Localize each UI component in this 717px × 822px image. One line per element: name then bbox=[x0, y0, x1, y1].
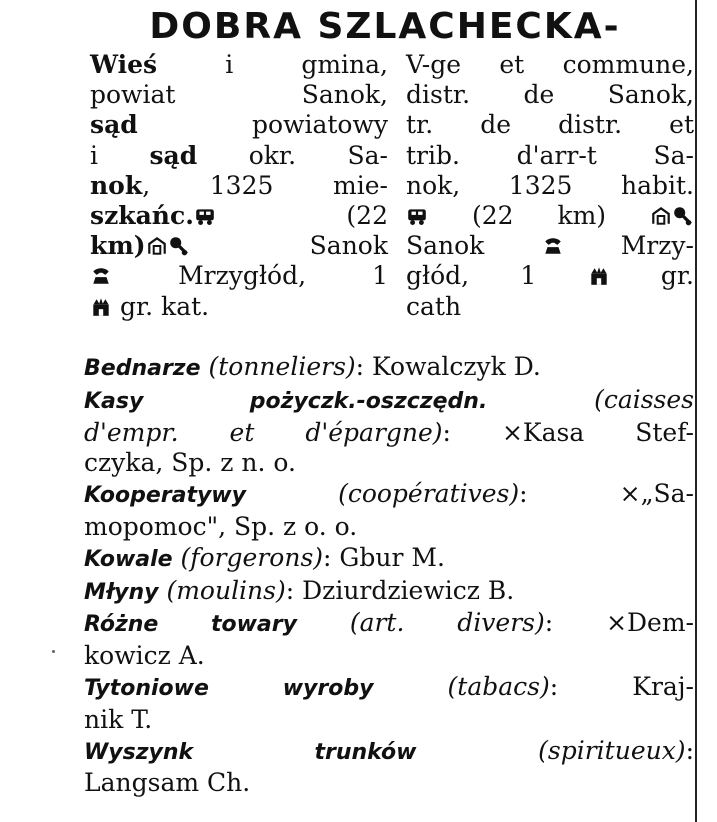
text-fragment: kowicz A. bbox=[84, 641, 205, 671]
text-fragment: : ×Kasa Stef- bbox=[442, 417, 694, 447]
text-fragment: Sanok bbox=[406, 231, 542, 261]
text-fragment: (22 bbox=[215, 201, 388, 231]
listing-entry bbox=[84, 543, 694, 576]
text-fragment: głód, 1 bbox=[406, 261, 588, 291]
text-fragment: czyka, Sp. z n. o. bbox=[84, 448, 296, 478]
text-line bbox=[406, 201, 694, 231]
text-fragment: nok bbox=[90, 170, 143, 200]
text-fragment: : ×„Sa- bbox=[519, 479, 695, 509]
category-translation: d'empr. et d'épargne) bbox=[84, 417, 443, 447]
text-fragment: mopomoc", Sp. z o. o. bbox=[84, 511, 358, 541]
text-line bbox=[406, 110, 694, 140]
text-fragment: gr. bbox=[609, 261, 694, 291]
text-line bbox=[84, 641, 694, 672]
post-icon bbox=[146, 235, 168, 257]
trade-listing bbox=[84, 352, 694, 799]
text-line bbox=[90, 141, 388, 171]
text-fragment: : Kowalczyk D. bbox=[355, 352, 541, 381]
text-line bbox=[84, 672, 694, 705]
text-fragment bbox=[173, 543, 181, 572]
text-fragment: sąd bbox=[149, 140, 198, 170]
page-title: DOBRA SZLACHECKA- bbox=[149, 6, 621, 47]
text-fragment: Mrzy- bbox=[563, 231, 694, 261]
text-fragment: nok, 1325 habit. bbox=[406, 170, 694, 200]
text-fragment: sąd bbox=[90, 110, 138, 140]
text-line bbox=[84, 512, 694, 543]
text-fragment: : Dziurdziewicz B. bbox=[285, 575, 515, 605]
text-line bbox=[406, 50, 694, 80]
text-line bbox=[406, 231, 694, 261]
print-speck bbox=[52, 650, 55, 653]
listing-entry bbox=[84, 385, 694, 479]
category-name: Wyszynk trunków bbox=[84, 739, 417, 765]
text-line bbox=[84, 448, 694, 479]
category-translation: (spiritueux) bbox=[538, 735, 686, 765]
text-fragment: : bbox=[685, 735, 695, 765]
text-fragment: Sanok bbox=[189, 231, 388, 261]
text-fragment: km) bbox=[90, 231, 146, 261]
locality-description-polish bbox=[90, 50, 388, 322]
category-name: Różne towary bbox=[84, 612, 297, 638]
category-name: Bednarze bbox=[84, 356, 201, 381]
text-line bbox=[84, 543, 694, 576]
listing-entry bbox=[84, 608, 694, 672]
listing-entry bbox=[84, 479, 694, 543]
locality-description-french bbox=[406, 50, 694, 322]
text-line bbox=[84, 736, 694, 769]
text-fragment: i gmina, bbox=[157, 50, 388, 79]
text-fragment: okr. Sa- bbox=[197, 140, 388, 170]
category-name: Kooperatywy bbox=[84, 483, 246, 509]
text-fragment: tr. de distr. et bbox=[406, 110, 694, 140]
text-fragment bbox=[416, 736, 538, 765]
church-icon bbox=[588, 265, 610, 287]
text-fragment bbox=[373, 672, 447, 701]
category-name: Kasy pożyczk.-oszczędn. bbox=[84, 388, 488, 414]
text-line bbox=[84, 705, 694, 736]
text-fragment bbox=[297, 608, 350, 637]
phone-icon bbox=[542, 235, 564, 257]
text-line bbox=[90, 231, 388, 261]
text-line bbox=[90, 292, 388, 322]
train-icon bbox=[406, 205, 428, 227]
text-line bbox=[90, 261, 388, 291]
post-icon bbox=[650, 205, 672, 227]
text-line bbox=[406, 292, 694, 322]
text-fragment: Langsam Ch. bbox=[84, 768, 251, 798]
text-fragment: V-ge et commune, bbox=[406, 50, 694, 79]
text-fragment: trib. d'arr-t Sa- bbox=[406, 140, 694, 170]
text-line bbox=[406, 171, 694, 201]
text-fragment: Mrzygłód, 1 bbox=[112, 261, 388, 291]
text-line bbox=[84, 418, 694, 449]
text-line bbox=[84, 768, 694, 799]
text-fragment bbox=[246, 479, 338, 508]
page-edge-line bbox=[695, 0, 697, 822]
category-name: Młyny bbox=[84, 579, 159, 605]
category-name: Kowale bbox=[84, 546, 173, 572]
category-translation: (forgerons) bbox=[180, 542, 324, 572]
category-translation: (caisses bbox=[594, 384, 695, 414]
text-line bbox=[406, 261, 694, 291]
church-icon bbox=[90, 296, 112, 318]
text-fragment: , 1325 mie- bbox=[142, 170, 388, 200]
text-line bbox=[84, 479, 694, 512]
category-translation: (moulins) bbox=[166, 575, 286, 605]
text-line bbox=[406, 80, 694, 110]
listing-entry bbox=[84, 576, 694, 609]
category-translation: (coopératives) bbox=[338, 479, 520, 509]
text-line bbox=[406, 141, 694, 171]
category-name: Tytoniowe wyroby bbox=[84, 675, 374, 701]
text-fragment: gr. kat. bbox=[112, 291, 210, 321]
category-translation: (tonneliers) bbox=[208, 352, 356, 381]
text-fragment bbox=[487, 385, 594, 414]
telegraph-icon bbox=[168, 235, 190, 257]
category-translation: (tabacs) bbox=[447, 671, 550, 701]
text-line bbox=[90, 171, 388, 201]
text-fragment: i bbox=[90, 140, 150, 170]
text-line bbox=[90, 201, 388, 231]
text-fragment: powiat Sanok, bbox=[90, 80, 388, 110]
text-fragment: Wieś bbox=[90, 50, 158, 79]
text-line bbox=[84, 352, 694, 385]
train-icon bbox=[194, 205, 216, 227]
text-line bbox=[90, 80, 388, 110]
text-line bbox=[84, 608, 694, 641]
text-line bbox=[84, 385, 694, 418]
listing-entry bbox=[84, 736, 694, 800]
listing-entry bbox=[84, 352, 694, 385]
text-line bbox=[90, 110, 388, 140]
text-fragment: : Gbur M. bbox=[323, 542, 445, 572]
phone-icon bbox=[90, 265, 112, 287]
text-line bbox=[90, 50, 388, 80]
listing-entry bbox=[84, 672, 694, 736]
text-line bbox=[84, 576, 694, 609]
text-fragment: szkańc. bbox=[90, 201, 194, 231]
telegraph-icon bbox=[672, 205, 694, 227]
category-translation: (art. divers) bbox=[349, 608, 545, 638]
text-fragment: (22 km) bbox=[428, 201, 650, 231]
text-fragment: nik T. bbox=[84, 704, 153, 734]
text-fragment: : Kraj- bbox=[549, 671, 695, 701]
text-fragment: cath bbox=[406, 291, 462, 321]
text-fragment: distr. de Sanok, bbox=[406, 80, 694, 110]
text-fragment: : ×Dem- bbox=[544, 608, 695, 638]
text-fragment: powiatowy bbox=[137, 110, 388, 140]
